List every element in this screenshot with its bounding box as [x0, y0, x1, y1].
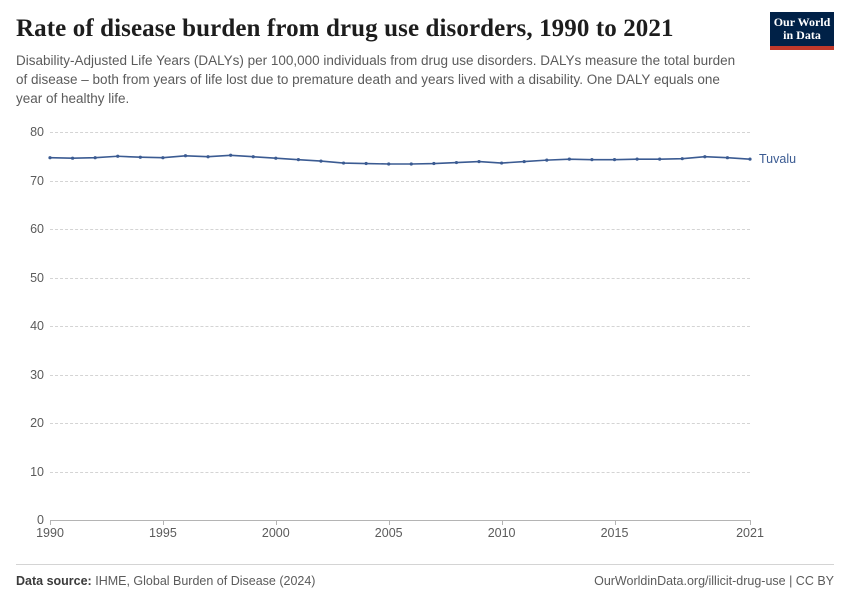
series-point — [161, 156, 164, 159]
x-axis-tick-mark — [50, 520, 51, 525]
series-point — [297, 158, 300, 161]
plot-region[interactable] — [30, 125, 797, 540]
gridline — [50, 229, 750, 230]
series-point — [613, 158, 616, 161]
y-axis-tick-label: 0 — [37, 513, 44, 527]
series-point — [116, 155, 119, 158]
series-label-tuvalu[interactable]: Tuvalu — [759, 152, 797, 167]
series-point — [545, 159, 548, 162]
series-point — [658, 158, 661, 161]
x-axis-tick-label: 1995 — [148, 526, 177, 540]
series-point — [229, 154, 232, 157]
series-point — [206, 155, 209, 158]
gridline — [50, 472, 750, 473]
series-point — [387, 162, 390, 165]
x-axis-tick-mark — [276, 520, 277, 525]
y-axis-tick-label: 60 — [30, 222, 44, 236]
x-axis-tick-label: 2010 — [487, 526, 516, 540]
logo-line-2: in Data — [783, 28, 821, 42]
y-axis-tick-label: 80 — [30, 125, 44, 139]
gridline — [50, 375, 750, 376]
logo-line-1: Our World — [773, 15, 831, 29]
gridline — [50, 423, 750, 424]
series-point — [319, 160, 322, 163]
data-source — [16, 574, 315, 588]
x-axis-tick-mark — [750, 520, 751, 525]
series-point — [274, 157, 277, 160]
series-point — [523, 160, 526, 163]
x-axis-tick-mark — [502, 520, 503, 525]
x-axis-tick-mark — [615, 520, 616, 525]
page-title: Rate of disease burden from drug use disorders, 1990 to 2021 — [16, 15, 674, 42]
series-point — [139, 156, 142, 159]
series-line — [50, 155, 750, 164]
series-point — [184, 154, 187, 157]
y-axis-tick-label: 40 — [30, 319, 44, 333]
series-point — [365, 162, 368, 165]
x-axis-tick-label: 2000 — [261, 526, 290, 540]
series-point — [71, 157, 74, 160]
series-point — [681, 157, 684, 160]
x-axis-tick-label: 2015 — [600, 526, 629, 540]
series-point — [432, 162, 435, 165]
series-point — [94, 156, 97, 159]
y-axis-tick-label: 30 — [30, 367, 44, 382]
series-point — [726, 156, 729, 159]
y-axis-tick-label: 10 — [30, 464, 44, 479]
gridline — [50, 278, 750, 279]
gridline — [50, 326, 750, 327]
series-point — [748, 158, 751, 161]
data-source-label: Data source: — [16, 574, 92, 588]
chart-footer — [16, 564, 834, 588]
our-world-in-data-logo[interactable] — [770, 12, 834, 50]
attribution-text[interactable]: OurWorldinData.org/illicit-drug-use | CC BY — [594, 574, 834, 588]
x-axis-tick-label: 2005 — [374, 526, 403, 540]
gridline — [50, 181, 750, 182]
series-point — [455, 161, 458, 164]
y-axis-tick-label: 50 — [30, 270, 44, 285]
series-point — [48, 156, 51, 159]
y-axis-tick-label: 20 — [30, 416, 44, 430]
series-point — [568, 158, 571, 161]
series-point — [500, 161, 503, 164]
x-axis-tick-label: 2021 — [736, 526, 764, 540]
chart-subtitle: Disability-Adjusted Life Years (DALYs) per 100,000 individuals from drug use disorders. DALYs measure the total burden of disease – both from years of life lost due to premature death and years lived with a disability. One DALY equals one year of healthy life. — [16, 53, 736, 106]
gridline — [50, 520, 750, 521]
x-axis-tick-label: 1990 — [36, 526, 64, 540]
gridline — [50, 132, 750, 133]
series-point — [342, 161, 345, 164]
series-point — [703, 155, 706, 158]
series-point — [410, 162, 413, 165]
x-axis-tick-mark — [389, 520, 390, 525]
data-source-text: IHME, Global Burden of Disease (2024) — [95, 574, 316, 588]
series-point — [636, 158, 639, 161]
series-point — [252, 155, 255, 158]
series-point — [477, 160, 480, 163]
chart-header — [16, 0, 834, 108]
x-axis-tick-mark — [163, 520, 164, 525]
y-axis-tick-label: 70 — [30, 173, 44, 188]
series-point — [590, 158, 593, 161]
chart-area — [16, 124, 834, 554]
